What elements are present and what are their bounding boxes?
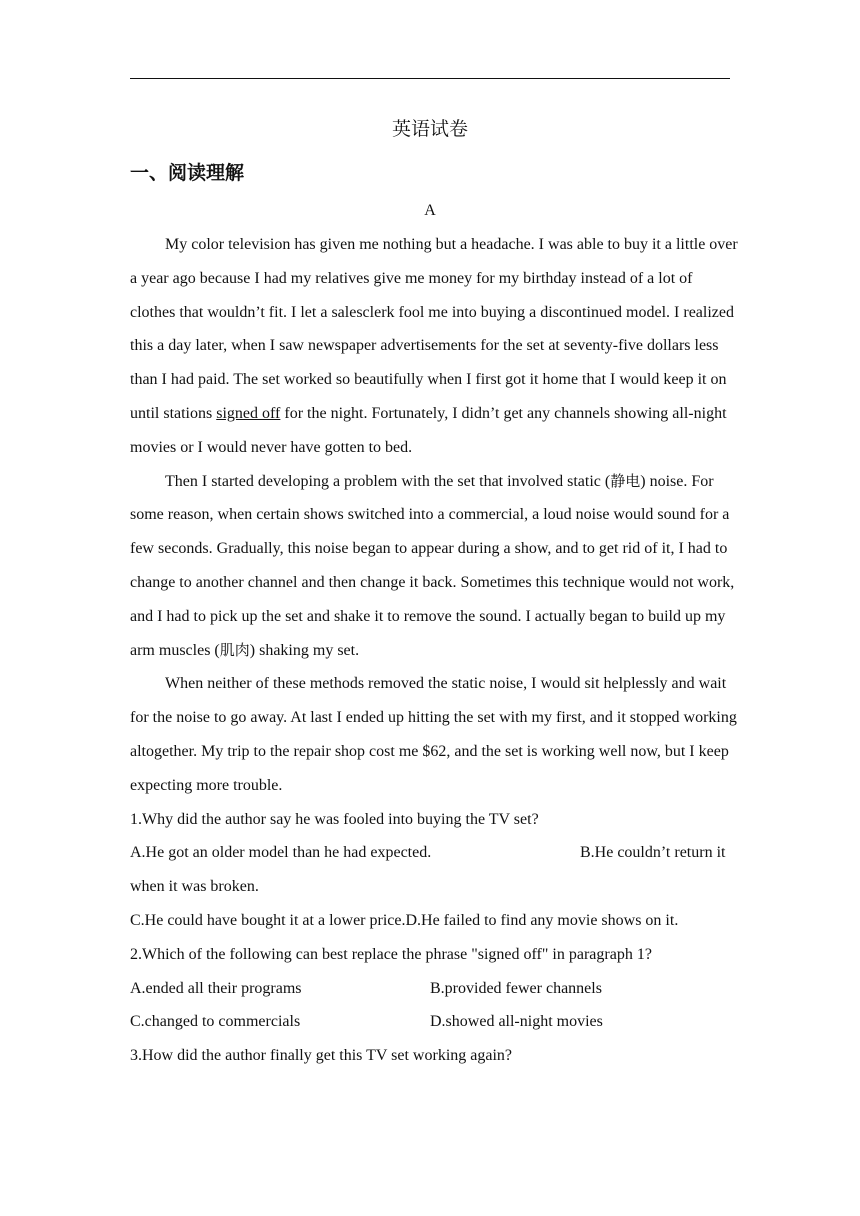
- paragraph-1: [130, 228, 738, 465]
- passage-label: A: [424, 202, 436, 219]
- question-1-options-cd: [130, 904, 738, 938]
- question-2-option-b: B.provided fewer channels: [430, 979, 602, 997]
- chinese-gloss-static: 静电: [610, 471, 641, 490]
- paragraph-1-text-b: for the night. Fortunately, I didn’t get any channels showing all-night movies or I would never have gotten to bed.: [130, 404, 727, 456]
- paragraph-2-text-c: ) shaking my set.: [249, 641, 360, 659]
- chinese-gloss-muscles: 肌肉: [219, 640, 250, 659]
- question-1-option-b: B.He couldn’t return it when it was broken.: [130, 844, 726, 896]
- header-rule: [130, 78, 730, 79]
- question-1-options-ab: [130, 836, 738, 904]
- paragraph-3: When neither of these methods removed the static noise, I would sit helplessly and wait for the noise to go away. At last I ended up hitting the set with my first, and it stopped working altogether. My trip to the repair shop cost me $62, and the set is working well now, but I keep expecting more trouble.: [130, 675, 737, 794]
- question-2-option-c: C.changed to commercials: [130, 1013, 301, 1031]
- paragraph-1-text-a: My color television has given me nothing but a headache. I was able to buy it a little over a year ago because I had my relatives give me money for my birthday instead of a lot of clothes that wouldn’t fit. I let a salesclerk fool me into buying a discontinued model. I realized this a day later, when I saw newspaper advertisements for the set at seventy-five dollars less than I had paid. The set worked so beautifully when I first got it home that I would keep it on until stations: [130, 236, 738, 422]
- reading-content: [130, 228, 738, 1073]
- question-2-stem: 2.Which of the following can best replace the phrase "signed off" in paragraph 1?: [130, 945, 652, 963]
- question-1-option-c: C.He could have bought it at a lower price.: [130, 911, 406, 929]
- question-2-option-d: D.showed all-night movies: [430, 1013, 603, 1031]
- section-heading: 一、阅读理解: [130, 162, 245, 184]
- question-2-options-cd: [130, 1005, 738, 1039]
- paragraph-2: [130, 465, 738, 668]
- question-2-options-ab: [130, 972, 738, 1006]
- underlined-phrase: signed off: [216, 404, 281, 422]
- question-1-option-d: D.He failed to find any movie shows on it.: [405, 911, 679, 929]
- paragraph-2-text-a: Then I started developing a problem with the set that involved static (: [165, 472, 611, 490]
- paragraph-2-text-b: ) noise. For some reason, when certain shows switched into a commercial, a loud noise would sound for a few seconds. Gradually, this noise began to appear during a show, and to get rid of it, I had to change to another channel and then change it back. Sometimes this technique would not work, and I had to pick up the set and shake it to remove the sound. I actually began to build up my arm muscles (: [130, 472, 735, 659]
- question-3-stem: 3.How did the author finally get this TV set working again?: [130, 1047, 513, 1065]
- question-1-option-a: A.He got an older model than he had expected.: [130, 844, 432, 862]
- question-1-stem: 1.Why did the author say he was fooled into buying the TV set?: [130, 810, 539, 828]
- question-2-option-a: A.ended all their programs: [130, 979, 302, 997]
- document-title: 英语试卷: [391, 118, 468, 140]
